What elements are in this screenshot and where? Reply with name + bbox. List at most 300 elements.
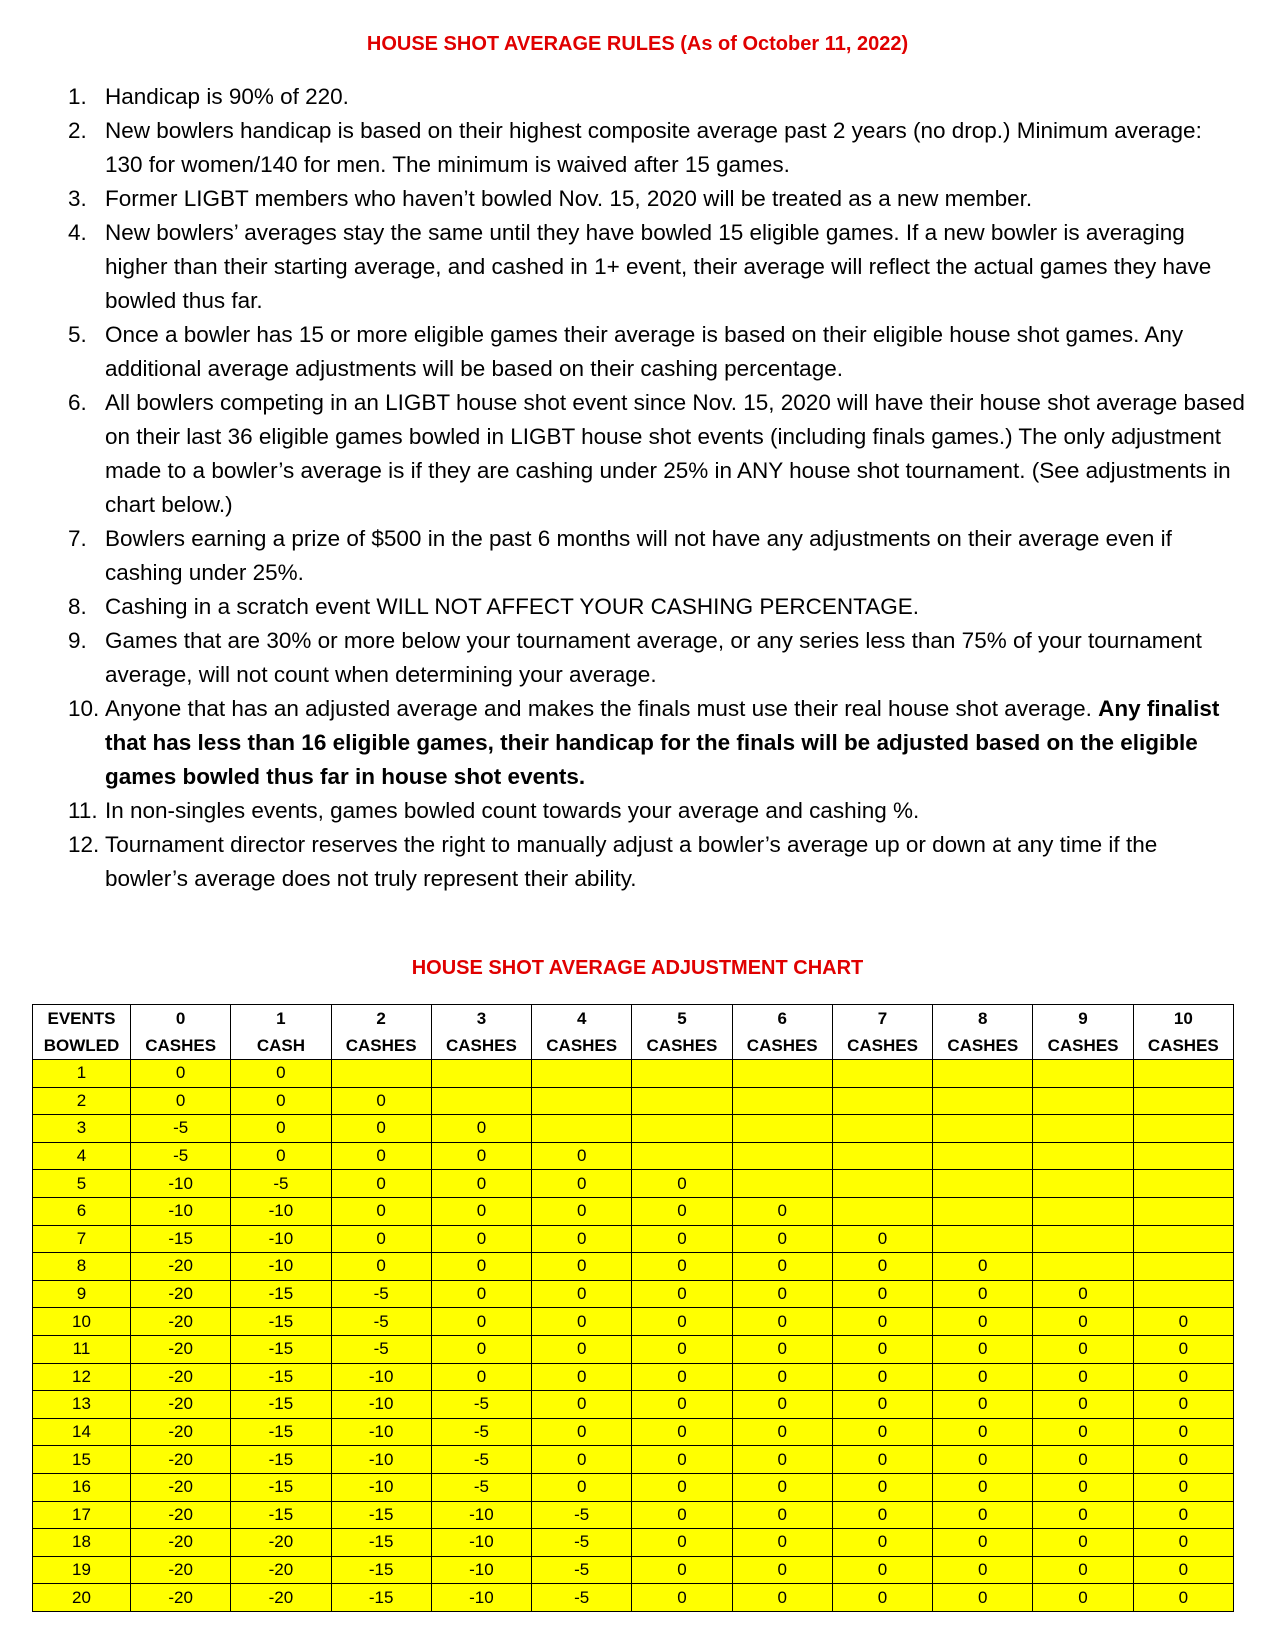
adjustment-cell: 0 [331, 1087, 431, 1115]
adjustment-cell: 0 [431, 1142, 531, 1170]
adjustment-cell [933, 1087, 1033, 1115]
adjustment-cell: 0 [532, 1446, 632, 1474]
table-row [33, 1253, 1234, 1281]
adjustment-cell: 0 [732, 1335, 832, 1363]
chart-header-cell: 7 [832, 1005, 932, 1033]
adjustment-cell [1033, 1060, 1133, 1088]
chart-header-cell: BOWLED [33, 1032, 131, 1060]
adjustment-cell: 0 [933, 1418, 1033, 1446]
adjustment-cell [1133, 1115, 1233, 1143]
adjustment-cell: 0 [532, 1225, 632, 1253]
adjustment-cell: 0 [933, 1253, 1033, 1281]
chart-header-row-2 [33, 1032, 1234, 1060]
adjustment-cell [832, 1115, 932, 1143]
rule-text: Bowlers earning a prize of $500 in the past 6 months will not have any adjustments on their average even if cashing under 25%. [105, 526, 1172, 585]
adjustment-cell: 0 [1033, 1280, 1133, 1308]
chart-header-cell: CASHES [1133, 1032, 1233, 1060]
chart-header-cell: 2 [331, 1005, 431, 1033]
adjustment-cell: 0 [632, 1473, 732, 1501]
adjustment-cell: -15 [231, 1280, 331, 1308]
events-bowled-cell: 3 [33, 1115, 131, 1143]
adjustment-cell: -5 [431, 1418, 531, 1446]
page-title: HOUSE SHOT AVERAGE RULES (As of October 11, 2022) [366, 33, 909, 55]
chart-header-cell: EVENTS [33, 1005, 131, 1033]
chart-header-cell: 0 [131, 1005, 231, 1033]
rule-text: Tournament director reserves the right to manually adjust a bowler’s average up or down at any time if the bowler’s average does not truly represent their ability. [105, 832, 1158, 891]
adjustment-cell: 0 [1133, 1335, 1233, 1363]
events-bowled-cell: 1 [33, 1060, 131, 1088]
adjustment-cell: -5 [431, 1391, 531, 1419]
adjustment-cell: -10 [331, 1391, 431, 1419]
adjustment-cell: 0 [431, 1197, 531, 1225]
adjustment-cell: -15 [231, 1363, 331, 1391]
chart-header-cell: 4 [532, 1005, 632, 1033]
adjustment-cell: 0 [331, 1170, 431, 1198]
adjustment-cell: 0 [732, 1529, 832, 1557]
adjustment-cell: 0 [331, 1225, 431, 1253]
chart-header-cell: CASHES [933, 1032, 1033, 1060]
adjustment-cell: 0 [632, 1418, 732, 1446]
table-row [33, 1115, 1234, 1143]
rule-item [60, 216, 1245, 318]
adjustment-cell: 0 [933, 1446, 1033, 1474]
adjustment-cell: 0 [431, 1280, 531, 1308]
adjustment-cell: 0 [1033, 1556, 1133, 1584]
events-bowled-cell: 17 [33, 1501, 131, 1529]
adjustment-cell [832, 1142, 932, 1170]
adjustment-cell: 0 [933, 1308, 1033, 1336]
adjustment-cell [1133, 1060, 1233, 1088]
adjustment-cell: -5 [431, 1473, 531, 1501]
adjustment-cell: 0 [532, 1418, 632, 1446]
adjustment-cell: 0 [532, 1308, 632, 1336]
adjustment-cell: -15 [331, 1584, 431, 1612]
adjustment-cell: 0 [732, 1253, 832, 1281]
adjustment-cell: 0 [431, 1308, 531, 1336]
adjustment-cell: -20 [231, 1584, 331, 1612]
adjustment-cell: 0 [131, 1060, 231, 1088]
adjustment-cell [732, 1087, 832, 1115]
adjustment-cell: 0 [1133, 1473, 1233, 1501]
chart-title: HOUSE SHOT AVERAGE ADJUSTMENT CHART [411, 957, 864, 979]
adjustment-cell: 0 [1133, 1418, 1233, 1446]
rule-text: Former LIGBT members who haven’t bowled Nov. 15, 2020 will be treated as a new member. [105, 186, 1033, 211]
adjustment-cell [832, 1197, 932, 1225]
adjustment-cell: -5 [131, 1115, 231, 1143]
adjustment-cell: 0 [933, 1335, 1033, 1363]
adjustment-cell: -10 [431, 1501, 531, 1529]
events-bowled-cell: 8 [33, 1253, 131, 1281]
events-bowled-cell: 13 [33, 1391, 131, 1419]
adjustment-cell: 0 [732, 1225, 832, 1253]
rule-number: 12. [68, 832, 100, 857]
adjustment-cell [1033, 1225, 1133, 1253]
rule-number: 10. [68, 696, 100, 721]
rule-number: 4. [68, 220, 87, 245]
rule-number: 1. [68, 84, 87, 109]
adjustment-cell: -20 [131, 1473, 231, 1501]
adjustment-cell: -5 [532, 1584, 632, 1612]
table-row [33, 1335, 1234, 1363]
adjustment-cell [632, 1060, 732, 1088]
adjustment-cell: -10 [431, 1584, 531, 1612]
events-bowled-cell: 20 [33, 1584, 131, 1612]
adjustment-cell: 0 [732, 1391, 832, 1419]
chart-header-cell: CASHES [532, 1032, 632, 1060]
adjustment-cell [1133, 1280, 1233, 1308]
adjustment-cell: -10 [231, 1197, 331, 1225]
table-row [33, 1584, 1234, 1612]
adjustment-cell: -10 [131, 1197, 231, 1225]
events-bowled-cell: 14 [33, 1418, 131, 1446]
adjustment-cell: -5 [331, 1280, 431, 1308]
adjustment-cell [832, 1087, 932, 1115]
adjustment-cell: 0 [532, 1170, 632, 1198]
rule-item [60, 114, 1245, 182]
events-bowled-cell: 10 [33, 1308, 131, 1336]
table-row [33, 1308, 1234, 1336]
adjustment-cell: 0 [1133, 1529, 1233, 1557]
rule-number: 8. [68, 594, 87, 619]
adjustment-cell: -20 [131, 1501, 231, 1529]
adjustment-cell [532, 1115, 632, 1143]
adjustment-cell: -5 [331, 1335, 431, 1363]
adjustment-cell: 0 [632, 1584, 732, 1612]
adjustment-cell [832, 1170, 932, 1198]
chart-header-cell: 3 [431, 1005, 531, 1033]
chart-header-cell: CASHES [431, 1032, 531, 1060]
adjustment-cell [1133, 1142, 1233, 1170]
adjustment-cell: -20 [131, 1584, 231, 1612]
chart-header-cell: CASHES [732, 1032, 832, 1060]
adjustment-cell: -20 [131, 1280, 231, 1308]
rule-item [60, 522, 1245, 590]
adjustment-cell: 0 [933, 1363, 1033, 1391]
rule-text: Anyone that has an adjusted average and makes the finals must use their real house shot average. [105, 696, 1099, 721]
chart-header-cell: CASHES [331, 1032, 431, 1060]
adjustment-cell [1133, 1253, 1233, 1281]
table-row [33, 1418, 1234, 1446]
events-bowled-cell: 7 [33, 1225, 131, 1253]
adjustment-cell: 0 [632, 1197, 732, 1225]
adjustment-cell [532, 1087, 632, 1115]
rule-text: In non-singles events, games bowled count towards your average and cashing %. [105, 798, 920, 823]
adjustment-cell [933, 1170, 1033, 1198]
adjustment-cell: 0 [732, 1584, 832, 1612]
adjustment-cell: 0 [632, 1253, 732, 1281]
adjustment-cell: 0 [632, 1556, 732, 1584]
adjustment-cell: 0 [532, 1335, 632, 1363]
table-row [33, 1060, 1234, 1088]
adjustment-cell: 0 [933, 1501, 1033, 1529]
adjustment-cell: 0 [1133, 1308, 1233, 1336]
adjustment-cell [732, 1142, 832, 1170]
rule-number: 7. [68, 526, 87, 551]
adjustment-cell: 0 [832, 1446, 932, 1474]
adjustment-cell [933, 1225, 1033, 1253]
adjustment-cell: 0 [632, 1446, 732, 1474]
adjustment-cell: 0 [331, 1142, 431, 1170]
rule-text: New bowlers handicap is based on their highest composite average past 2 years (no drop.) Minimum average: 130 for women/140 for men. The minimum is waived after 15 games. [105, 118, 1202, 177]
adjustment-cell: 0 [1033, 1529, 1133, 1557]
adjustment-cell [1033, 1142, 1133, 1170]
adjustment-cell: 0 [532, 1473, 632, 1501]
adjustment-cell [1033, 1087, 1133, 1115]
adjustment-cell: 0 [832, 1529, 932, 1557]
events-bowled-cell: 12 [33, 1363, 131, 1391]
adjustment-cell [632, 1087, 732, 1115]
chart-header-cell: CASHES [632, 1032, 732, 1060]
adjustment-cell [1033, 1197, 1133, 1225]
adjustment-cell: 0 [431, 1335, 531, 1363]
adjustment-cell: 0 [632, 1308, 732, 1336]
adjustment-cell: 0 [732, 1473, 832, 1501]
events-bowled-cell: 18 [33, 1529, 131, 1557]
rule-text: Cashing in a scratch event WILL NOT AFFECT YOUR CASHING PERCENTAGE. [105, 594, 919, 619]
adjustment-cell: 0 [832, 1308, 932, 1336]
adjustment-cell: 0 [732, 1418, 832, 1446]
adjustment-cell [1033, 1253, 1133, 1281]
adjustment-cell: 0 [832, 1363, 932, 1391]
adjustment-cell: -15 [231, 1335, 331, 1363]
adjustment-cell: 0 [532, 1197, 632, 1225]
adjustment-cell: -10 [431, 1556, 531, 1584]
adjustment-cell: -20 [131, 1335, 231, 1363]
adjustment-cell: 0 [532, 1280, 632, 1308]
adjustment-cell: 0 [832, 1335, 932, 1363]
rule-text: All bowlers competing in an LIGBT house shot event since Nov. 15, 2020 will have their house shot average based on their last 36 eligible games bowled in LIGBT house shot events (including finals games.) The only adjustment made to a bowler’s average is if they are cashing under 25% in ANY house shot tournament. (See adjustments in chart below.) [105, 390, 1245, 517]
rule-number: 6. [68, 390, 87, 415]
table-row [33, 1170, 1234, 1198]
adjustment-cell: 0 [732, 1197, 832, 1225]
adjustment-cell [532, 1060, 632, 1088]
adjustment-cell [431, 1087, 531, 1115]
adjustment-cell: 0 [632, 1363, 732, 1391]
adjustment-cell: -20 [131, 1529, 231, 1557]
adjustment-cell: -10 [431, 1529, 531, 1557]
chart-header-row-1 [33, 1005, 1234, 1033]
adjustment-cell: 0 [1033, 1391, 1133, 1419]
rule-item [60, 182, 1245, 216]
adjustment-cell: 0 [431, 1253, 531, 1281]
adjustment-cell: -5 [532, 1556, 632, 1584]
events-bowled-cell: 9 [33, 1280, 131, 1308]
rules-list [60, 80, 1245, 896]
chart-header-cell: 8 [933, 1005, 1033, 1033]
adjustment-cell: 0 [1033, 1363, 1133, 1391]
adjustment-cell: 0 [1133, 1446, 1233, 1474]
events-bowled-cell: 19 [33, 1556, 131, 1584]
adjustment-cell [1133, 1225, 1233, 1253]
adjustment-cell: -15 [231, 1473, 331, 1501]
adjustment-cell: -15 [231, 1391, 331, 1419]
chart-header-cell: 9 [1033, 1005, 1133, 1033]
adjustment-cell: -10 [131, 1170, 231, 1198]
adjustment-cell [1133, 1170, 1233, 1198]
adjustment-cell: 0 [1133, 1363, 1233, 1391]
adjustment-cell: 0 [832, 1501, 932, 1529]
adjustment-cell: -20 [231, 1556, 331, 1584]
chart-header-cell: 10 [1133, 1005, 1233, 1033]
adjustment-cell: -5 [231, 1170, 331, 1198]
table-row [33, 1087, 1234, 1115]
adjustment-cell: 0 [1033, 1308, 1133, 1336]
adjustment-cell: 0 [231, 1115, 331, 1143]
adjustment-cell: -10 [331, 1446, 431, 1474]
adjustment-cell: 0 [832, 1584, 932, 1612]
adjustment-cell: 0 [532, 1363, 632, 1391]
events-bowled-cell: 5 [33, 1170, 131, 1198]
table-row [33, 1197, 1234, 1225]
table-row [33, 1142, 1234, 1170]
adjustment-cell: 0 [431, 1170, 531, 1198]
events-bowled-cell: 6 [33, 1197, 131, 1225]
adjustment-cell: 0 [933, 1529, 1033, 1557]
chart-header-cell: CASHES [832, 1032, 932, 1060]
adjustment-cell: 0 [832, 1556, 932, 1584]
adjustment-cell: -15 [231, 1418, 331, 1446]
adjustment-cell: 0 [732, 1308, 832, 1336]
adjustment-cell [1133, 1197, 1233, 1225]
adjustment-cell: 0 [331, 1197, 431, 1225]
adjustment-cell: 0 [231, 1142, 331, 1170]
rule-item [60, 828, 1245, 896]
adjustment-cell: 0 [832, 1391, 932, 1419]
adjustment-cell [832, 1060, 932, 1088]
adjustment-cell: -20 [131, 1253, 231, 1281]
adjustment-cell [732, 1060, 832, 1088]
adjustment-cell: 0 [1033, 1473, 1133, 1501]
adjustment-cell: 0 [532, 1253, 632, 1281]
adjustment-cell: -20 [131, 1556, 231, 1584]
adjustment-cell: -10 [231, 1225, 331, 1253]
adjustment-cell: 0 [1133, 1501, 1233, 1529]
adjustment-cell [1033, 1170, 1133, 1198]
adjustment-chart-table [32, 1004, 1234, 1612]
table-row [33, 1473, 1234, 1501]
events-bowled-cell: 4 [33, 1142, 131, 1170]
adjustment-cell: 0 [832, 1473, 932, 1501]
adjustment-cell: -20 [131, 1363, 231, 1391]
adjustment-cell: -15 [331, 1501, 431, 1529]
adjustment-cell: -10 [331, 1363, 431, 1391]
table-row [33, 1556, 1234, 1584]
table-row [33, 1529, 1234, 1557]
chart-body [33, 1060, 1234, 1612]
chart-header-cell: 6 [732, 1005, 832, 1033]
adjustment-cell: 0 [832, 1253, 932, 1281]
adjustment-cell: 0 [832, 1225, 932, 1253]
adjustment-cell [1033, 1115, 1133, 1143]
adjustment-cell: -10 [231, 1253, 331, 1281]
adjustment-cell: -20 [231, 1529, 331, 1557]
adjustment-cell: 0 [632, 1501, 732, 1529]
adjustment-cell: -15 [131, 1225, 231, 1253]
adjustment-cell [732, 1170, 832, 1198]
adjustment-cell: 0 [431, 1115, 531, 1143]
adjustment-cell: 0 [933, 1280, 1033, 1308]
adjustment-cell: 0 [933, 1584, 1033, 1612]
adjustment-cell [732, 1115, 832, 1143]
rule-item [60, 318, 1245, 386]
adjustment-cell: -5 [431, 1446, 531, 1474]
rule-item [60, 386, 1245, 522]
rule-item [60, 624, 1245, 692]
rule-number: 2. [68, 118, 87, 143]
adjustment-cell: -20 [131, 1391, 231, 1419]
adjustment-cell: 0 [933, 1556, 1033, 1584]
adjustment-cell: -15 [231, 1308, 331, 1336]
rule-item [60, 692, 1245, 794]
adjustment-cell: 0 [632, 1225, 732, 1253]
adjustment-cell: 0 [1133, 1556, 1233, 1584]
rule-item [60, 590, 1245, 624]
events-bowled-cell: 11 [33, 1335, 131, 1363]
rule-number: 3. [68, 186, 87, 211]
adjustment-cell: 0 [933, 1473, 1033, 1501]
rule-text: New bowlers’ averages stay the same until they have bowled 15 eligible games. If a new bowler is averaging higher than their starting average, and cashed in 1+ event, their average will reflect the actual games they have bowled thus far. [105, 220, 1212, 313]
adjustment-cell: 0 [1033, 1446, 1133, 1474]
rule-item [60, 80, 1245, 114]
adjustment-cell [1133, 1087, 1233, 1115]
adjustment-cell: 0 [231, 1060, 331, 1088]
adjustment-cell [933, 1115, 1033, 1143]
adjustment-cell: 0 [431, 1363, 531, 1391]
rule-text: Once a bowler has 15 or more eligible games their average is based on their eligible house shot games. Any additional average adjustments will be based on their cashing percentage. [105, 322, 1184, 381]
table-row [33, 1391, 1234, 1419]
table-row [33, 1280, 1234, 1308]
events-bowled-cell: 16 [33, 1473, 131, 1501]
adjustment-cell: 0 [1033, 1501, 1133, 1529]
adjustment-cell [933, 1142, 1033, 1170]
adjustment-cell: -5 [131, 1142, 231, 1170]
rule-item [60, 794, 1245, 828]
adjustment-cell: -15 [231, 1446, 331, 1474]
rule-text: Games that are 30% or more below your tournament average, or any series less than 75% of your tournament average, will not count when determining your average. [105, 628, 1202, 687]
adjustment-cell: 0 [231, 1087, 331, 1115]
adjustment-cell: 0 [532, 1142, 632, 1170]
adjustment-cell: -10 [331, 1473, 431, 1501]
adjustment-cell: 0 [732, 1280, 832, 1308]
adjustment-cell: -5 [532, 1529, 632, 1557]
adjustment-cell: 0 [632, 1170, 732, 1198]
events-bowled-cell: 15 [33, 1446, 131, 1474]
adjustment-cell [933, 1197, 1033, 1225]
adjustment-cell [331, 1060, 431, 1088]
rule-number: 5. [68, 322, 87, 347]
adjustment-cell: -10 [331, 1418, 431, 1446]
events-bowled-cell: 2 [33, 1087, 131, 1115]
adjustment-cell: 0 [832, 1280, 932, 1308]
adjustment-cell: 0 [1033, 1335, 1133, 1363]
table-row [33, 1363, 1234, 1391]
chart-header-cell: 5 [632, 1005, 732, 1033]
adjustment-cell [632, 1115, 732, 1143]
adjustment-cell: 0 [632, 1529, 732, 1557]
adjustment-cell: 0 [532, 1391, 632, 1419]
adjustment-cell [632, 1142, 732, 1170]
table-row [33, 1446, 1234, 1474]
table-row [33, 1225, 1234, 1253]
adjustment-cell: 0 [732, 1501, 832, 1529]
rule-number: 9. [68, 628, 87, 653]
chart-header-cell: CASHES [1033, 1032, 1133, 1060]
adjustment-cell: 0 [1133, 1391, 1233, 1419]
adjustment-cell: 0 [1033, 1418, 1133, 1446]
adjustment-cell: 0 [131, 1087, 231, 1115]
rule-bold-text: Any finalist that has less than 16 eligible games, their handicap for the finals will be adjusted based on the eligible games bowled thus far in house shot events. [105, 696, 1220, 789]
adjustment-cell: -15 [331, 1556, 431, 1584]
